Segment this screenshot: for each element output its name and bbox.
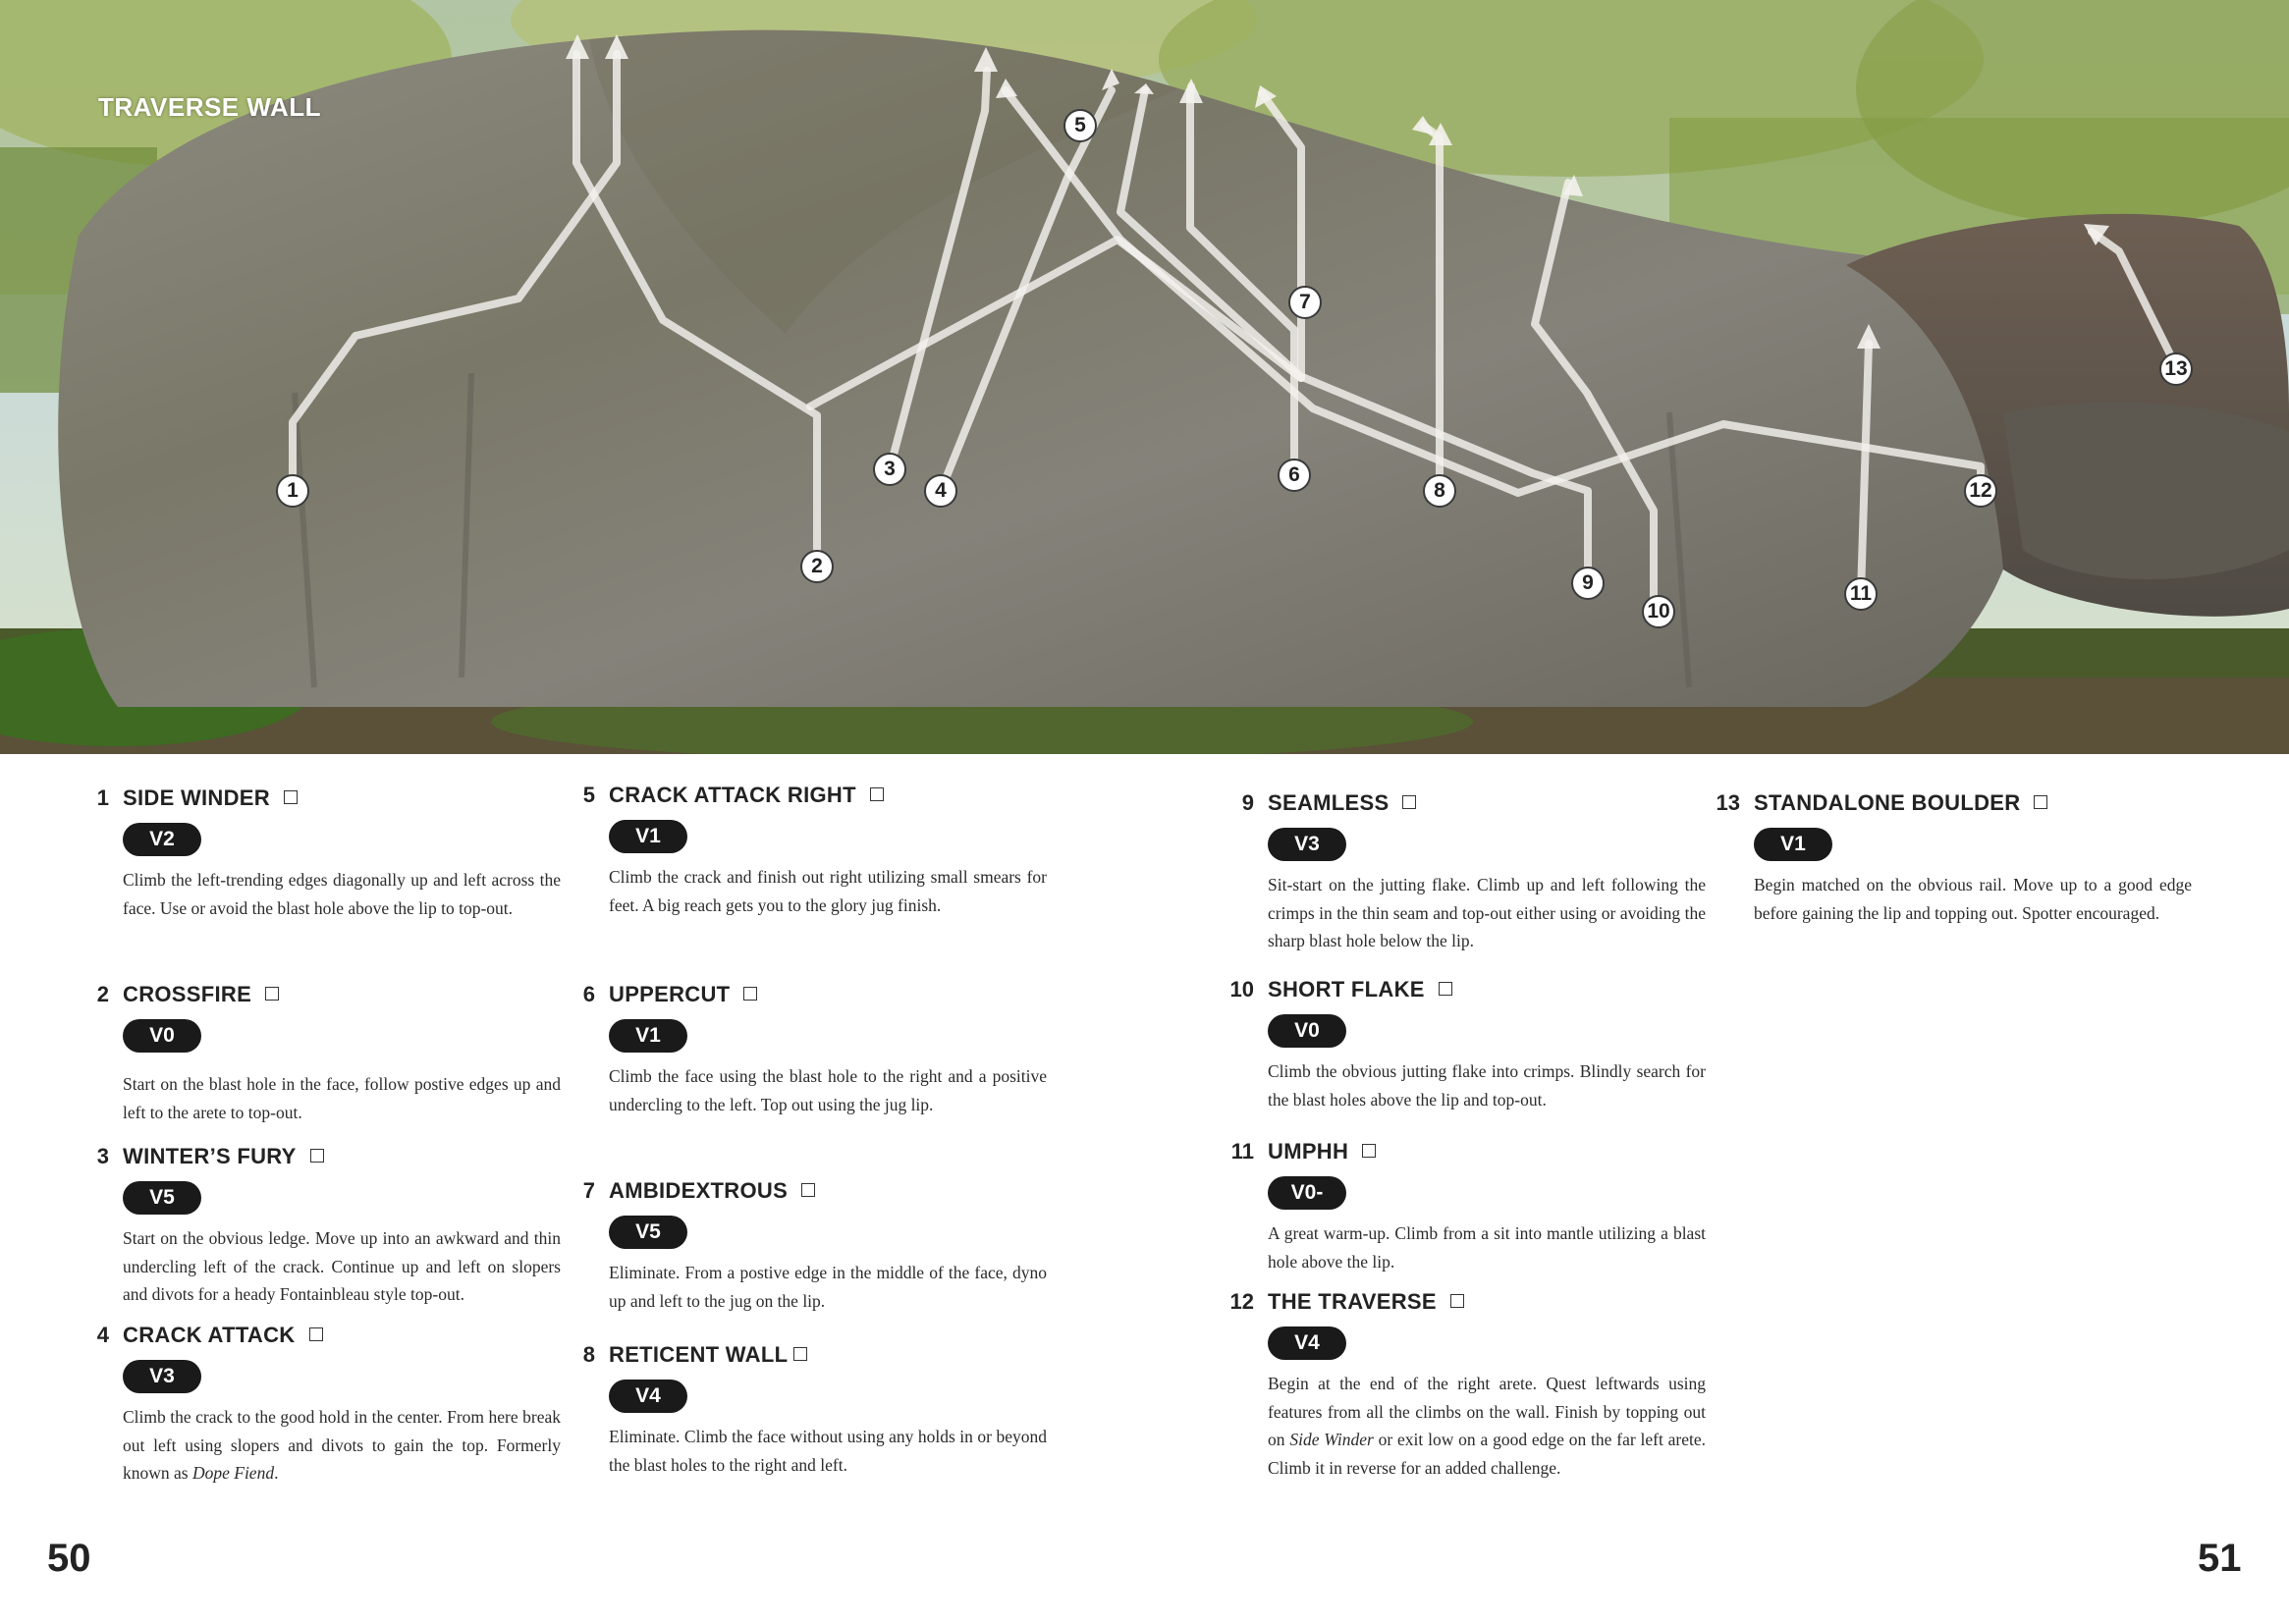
route-description: Eliminate. From a postive edge in the middle of the face, dyno up and left to the jug on the lip. xyxy=(609,1263,1047,1311)
route-entry-11 xyxy=(1230,1139,1706,1275)
route-marker-3[interactable]: 3 xyxy=(873,453,906,486)
grade-badge: V0- xyxy=(1268,1176,1346,1210)
route-name: UPPERCUT xyxy=(609,982,731,1006)
route-name: SHORT FLAKE xyxy=(1268,977,1425,1001)
route-marker-6[interactable]: 6 xyxy=(1278,459,1311,492)
route-entry-7 xyxy=(582,1178,1047,1315)
tick-checkbox[interactable] xyxy=(801,1183,815,1197)
tick-checkbox[interactable] xyxy=(870,787,884,801)
tick-checkbox[interactable] xyxy=(1450,1294,1464,1308)
route-marker-10[interactable]: 10 xyxy=(1642,595,1675,628)
route-number: 6 xyxy=(582,982,595,1006)
route-description: Sit-start on the jutting flake. Climb up and left following the crimps in the thin seam and top-out either using or avoiding the sharp blast hole below the lip. xyxy=(1268,875,1706,950)
route-number: 2 xyxy=(96,982,109,1006)
route-entry-13 xyxy=(1716,790,2192,927)
tick-checkbox[interactable] xyxy=(743,987,757,1001)
route-marker-13[interactable]: 13 xyxy=(2159,352,2193,386)
description-text: Begin at the end of the right arete. Quest leftwards using features from all the climbs on the wall. Finish by topping out on xyxy=(1268,1374,1706,1449)
route-description xyxy=(1268,1370,1706,1482)
description-end: or exit low on a good edge on the far left arete. Climb it in reverse for an added challenge. xyxy=(1268,1430,1707,1478)
grade-badge: V4 xyxy=(609,1380,687,1413)
description-end: . xyxy=(274,1463,279,1483)
page-number-left: 50 xyxy=(47,1537,91,1580)
route-entry-8 xyxy=(582,1342,1047,1479)
route-name: CRACK ATTACK RIGHT xyxy=(609,783,856,807)
route-number: 8 xyxy=(582,1342,595,1367)
route-number: 5 xyxy=(582,783,595,807)
tick-checkbox[interactable] xyxy=(2034,795,2047,809)
route-entry-6 xyxy=(582,982,1047,1118)
route-marker-12[interactable]: 12 xyxy=(1964,474,1997,508)
boulder-photo xyxy=(0,0,2289,754)
route-entry-9 xyxy=(1241,790,1706,955)
route-marker-1[interactable]: 1 xyxy=(276,474,309,508)
route-description: Climb the face using the blast hole to the right and a positive undercling to the left. Top out using the jug lip. xyxy=(609,1066,1047,1114)
route-description: Climb the crack and finish out right utilizing small smears for feet. A big reach gets you to the glory jug finish. xyxy=(609,867,1047,915)
route-description: Start on the blast hole in the face, follow postive edges up and left to the arete to top-out. xyxy=(123,1074,561,1122)
route-number: 13 xyxy=(1716,790,1740,815)
route-description: Climb the obvious jutting flake into crimps. Blindly search for the blast holes above the lip and top-out. xyxy=(1268,1061,1706,1110)
grade-badge: V3 xyxy=(1268,828,1346,861)
grade-badge: V0 xyxy=(123,1019,201,1053)
route-entry-3 xyxy=(96,1144,561,1309)
route-reference: Side Winder xyxy=(1289,1430,1374,1449)
route-number: 9 xyxy=(1241,790,1254,815)
route-marker-2[interactable]: 2 xyxy=(800,550,834,583)
tick-checkbox[interactable] xyxy=(1402,795,1416,809)
route-description: Eliminate. Climb the face without using any holds in or beyond the blast holes to the right and left. xyxy=(609,1427,1047,1475)
route-name: STANDALONE BOULDER xyxy=(1754,790,2021,815)
route-number: 3 xyxy=(96,1144,109,1168)
route-name: CROSSFIRE xyxy=(123,982,252,1006)
grade-badge: V5 xyxy=(123,1181,201,1215)
route-description: Begin matched on the obvious rail. Move up to a good edge before gaining the lip and topping out. Spotter encouraged. xyxy=(1754,875,2192,923)
route-description: Climb the left-trending edges diagonally up and left across the face. Use or avoid the blast hole above the lip to top-out. xyxy=(123,870,561,918)
route-marker-7[interactable]: 7 xyxy=(1288,286,1322,319)
route-number: 12 xyxy=(1229,1289,1254,1314)
tick-checkbox[interactable] xyxy=(793,1347,807,1361)
route-description: Start on the obvious ledge. Move up into an awkward and thin undercling left of the crack. Continue up and left on slopers and divots for a heady Fontainbleau style top-out. xyxy=(123,1228,561,1304)
grade-badge: V1 xyxy=(1754,828,1832,861)
tick-checkbox[interactable] xyxy=(265,987,279,1001)
grade-badge: V1 xyxy=(609,820,687,853)
grade-badge: V0 xyxy=(1268,1014,1346,1048)
grade-badge: V2 xyxy=(123,823,201,856)
route-name: RETICENT WALL xyxy=(609,1342,789,1367)
tick-checkbox[interactable] xyxy=(309,1327,323,1341)
route-entry-12 xyxy=(1229,1289,1707,1482)
route-entry-4 xyxy=(96,1323,561,1488)
tick-checkbox[interactable] xyxy=(1439,982,1452,996)
grade-badge: V5 xyxy=(609,1216,687,1249)
description-text: Climb the crack to the good hold in the center. From here break out left using slopers and divots to gain the top. Formerly known as xyxy=(123,1407,561,1483)
page-number-right: 51 xyxy=(2198,1537,2242,1580)
route-description: A great warm-up. Climb from a sit into mantle utilizing a blast hole above the lip. xyxy=(1268,1223,1706,1272)
grade-badge: V4 xyxy=(1268,1326,1346,1360)
route-number: 7 xyxy=(582,1178,595,1203)
grade-badge: V1 xyxy=(609,1019,687,1053)
grade-badge: V3 xyxy=(123,1360,201,1393)
route-number: 11 xyxy=(1230,1139,1254,1164)
tick-checkbox[interactable] xyxy=(310,1149,324,1163)
route-number: 10 xyxy=(1229,977,1254,1001)
route-entry-10 xyxy=(1229,977,1706,1113)
former-name: Dope Fiend xyxy=(191,1463,275,1483)
route-topo-lines xyxy=(0,0,2289,754)
route-entry-1 xyxy=(96,785,561,922)
route-name: UMPHH xyxy=(1268,1139,1349,1164)
route-name: SEAMLESS xyxy=(1268,790,1390,815)
route-number: 4 xyxy=(96,1323,109,1347)
route-name: WINTER’S FURY xyxy=(123,1144,297,1168)
route-name: CRACK ATTACK xyxy=(123,1323,296,1347)
route-name: AMBIDEXTROUS xyxy=(609,1178,789,1203)
route-name: THE TRAVERSE xyxy=(1268,1289,1437,1314)
wall-title: TRAVERSE WALL xyxy=(98,92,322,122)
route-marker-9[interactable]: 9 xyxy=(1571,567,1605,600)
route-marker-5[interactable]: 5 xyxy=(1063,109,1097,142)
route-marker-11[interactable]: 11 xyxy=(1844,577,1878,611)
route-entry-2 xyxy=(96,982,561,1126)
route-marker-8[interactable]: 8 xyxy=(1423,474,1456,508)
route-description xyxy=(123,1403,561,1488)
tick-checkbox[interactable] xyxy=(284,790,298,804)
route-marker-4[interactable]: 4 xyxy=(924,474,957,508)
route-number: 1 xyxy=(96,785,109,810)
tick-checkbox[interactable] xyxy=(1362,1144,1376,1158)
route-name: SIDE WINDER xyxy=(123,785,270,810)
route-entry-5 xyxy=(582,783,1047,919)
